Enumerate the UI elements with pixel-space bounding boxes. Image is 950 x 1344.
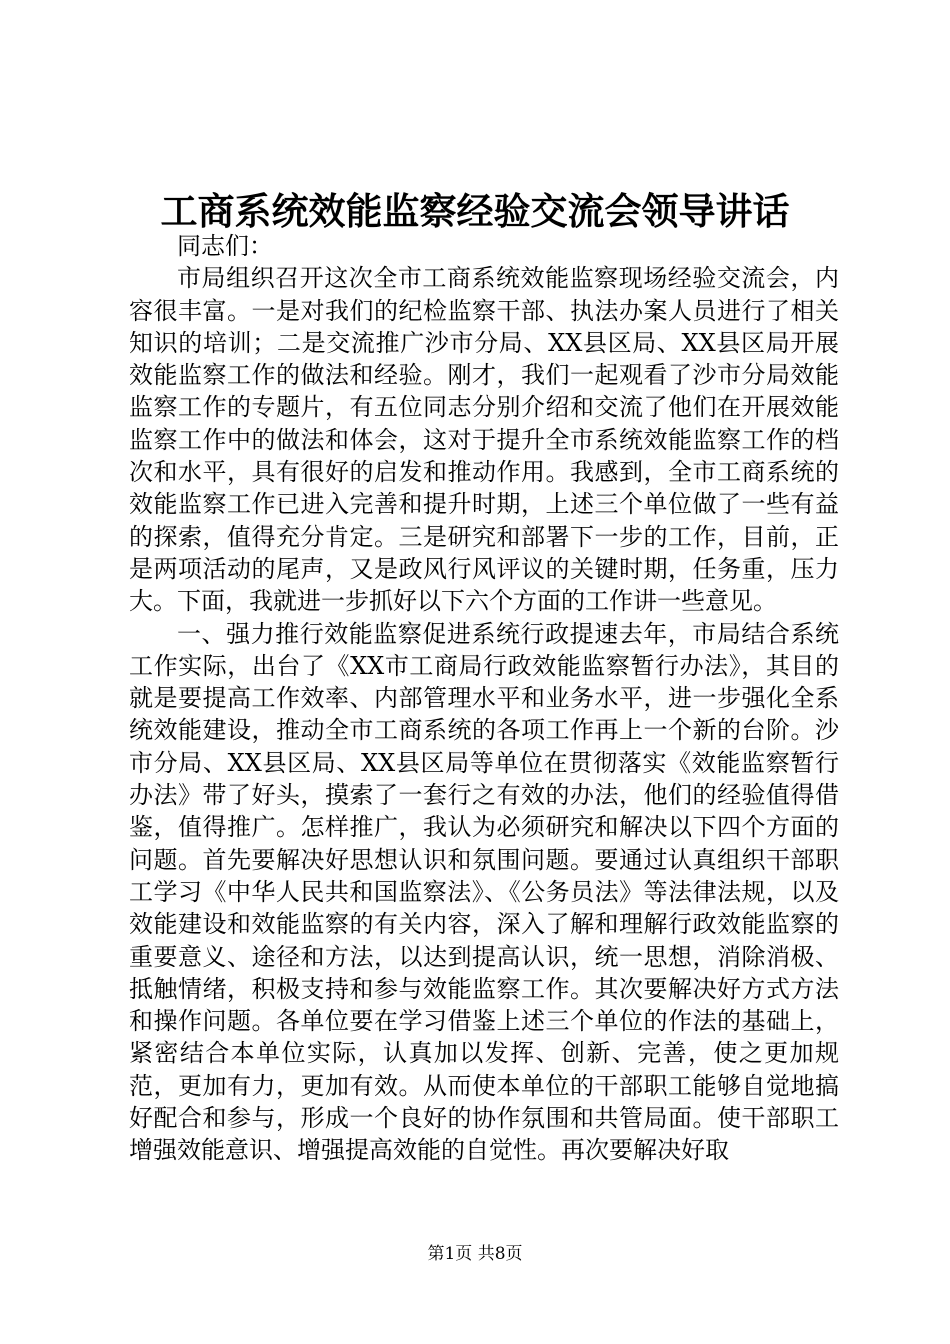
salutation-paragraph: 同志们： [177,232,273,260]
body-paragraph: 一、强力推行效能监察促进系统行政提速去年，市局结合系统工作实际，出台了《XX市工商局行政效能监察暂行办法》，其目的就是要提高工作效率、内部管理水平和业务水平，进一步强化全系统效能建设，推动全市工商系统的各项工作再上一个新的台阶。沙市分局、XX县区局、XX县区局等单位在贯彻落实《效能监察暂行办法》带了好头，摸索了一套行之有效的办法，他们的经验值得借鉴，值得推广。怎样推广，我认为必须研究和解决以下四个方面的问题。首先要解决好思想认识和氛围问题。要通过认真组织干部职工学习《中华人民共和国监察法》、《公务员法》等法律法规，以及效能建设和效能监察的有关内容，深入了解和理解行政效能监察的重要意义、途径和方法，以达到提高认识，统一思想，消除消极、抵触情绪，积极支持和参与效能监察工作。其次要解决好方式方法和操作问题。各单位要在学习借鉴上述三个单位的作法的基础上，紧密结合本单位实际，认真加以发挥、创新、完善，使之更加规范，更加有力，更加有效。从而使本单位的干部职工能够自觉地搞好配合和参与，形成一个良好的协作氛围和共管局面。使干部职工增强效能意识、增强提高效能的自觉性。再次要解决好取 [129,619,839,1165]
document-title: 工商系统效能监察经验交流会领导讲话 [160,189,790,233]
body-paragraph: 市局组织召开这次全市工商系统效能监察现场经验交流会，内容很丰富。一是对我们的纪检监察干部、执法办案人员进行了相关知识的培训；二是交流推广沙市分局、XX县区局、XX县区局开展效能监察工作的做法和经验。刚才，我们一起观看了沙市分局效能监察工作的专题片，有五位同志分别介绍和交流了他们在开展效能监察工作中的做法和体会，这对于提升全市系统效能监察工作的档次和水平，具有很好的启发和推动作用。我感到，全市工商系统的效能监察工作已进入完善和提升时期，上述三个单位做了一些有益的探索，值得充分肯定。三是研究和部署下一步的工作，目前，正是两项活动的尾声，又是政风行风评议的关键时期，任务重，压力大。下面，我就进一步抓好以下六个方面的工作讲一些意见。 [129,264,839,616]
page-footer: 第1页 共8页 [427,1244,523,1264]
document-body [129,230,839,1167]
